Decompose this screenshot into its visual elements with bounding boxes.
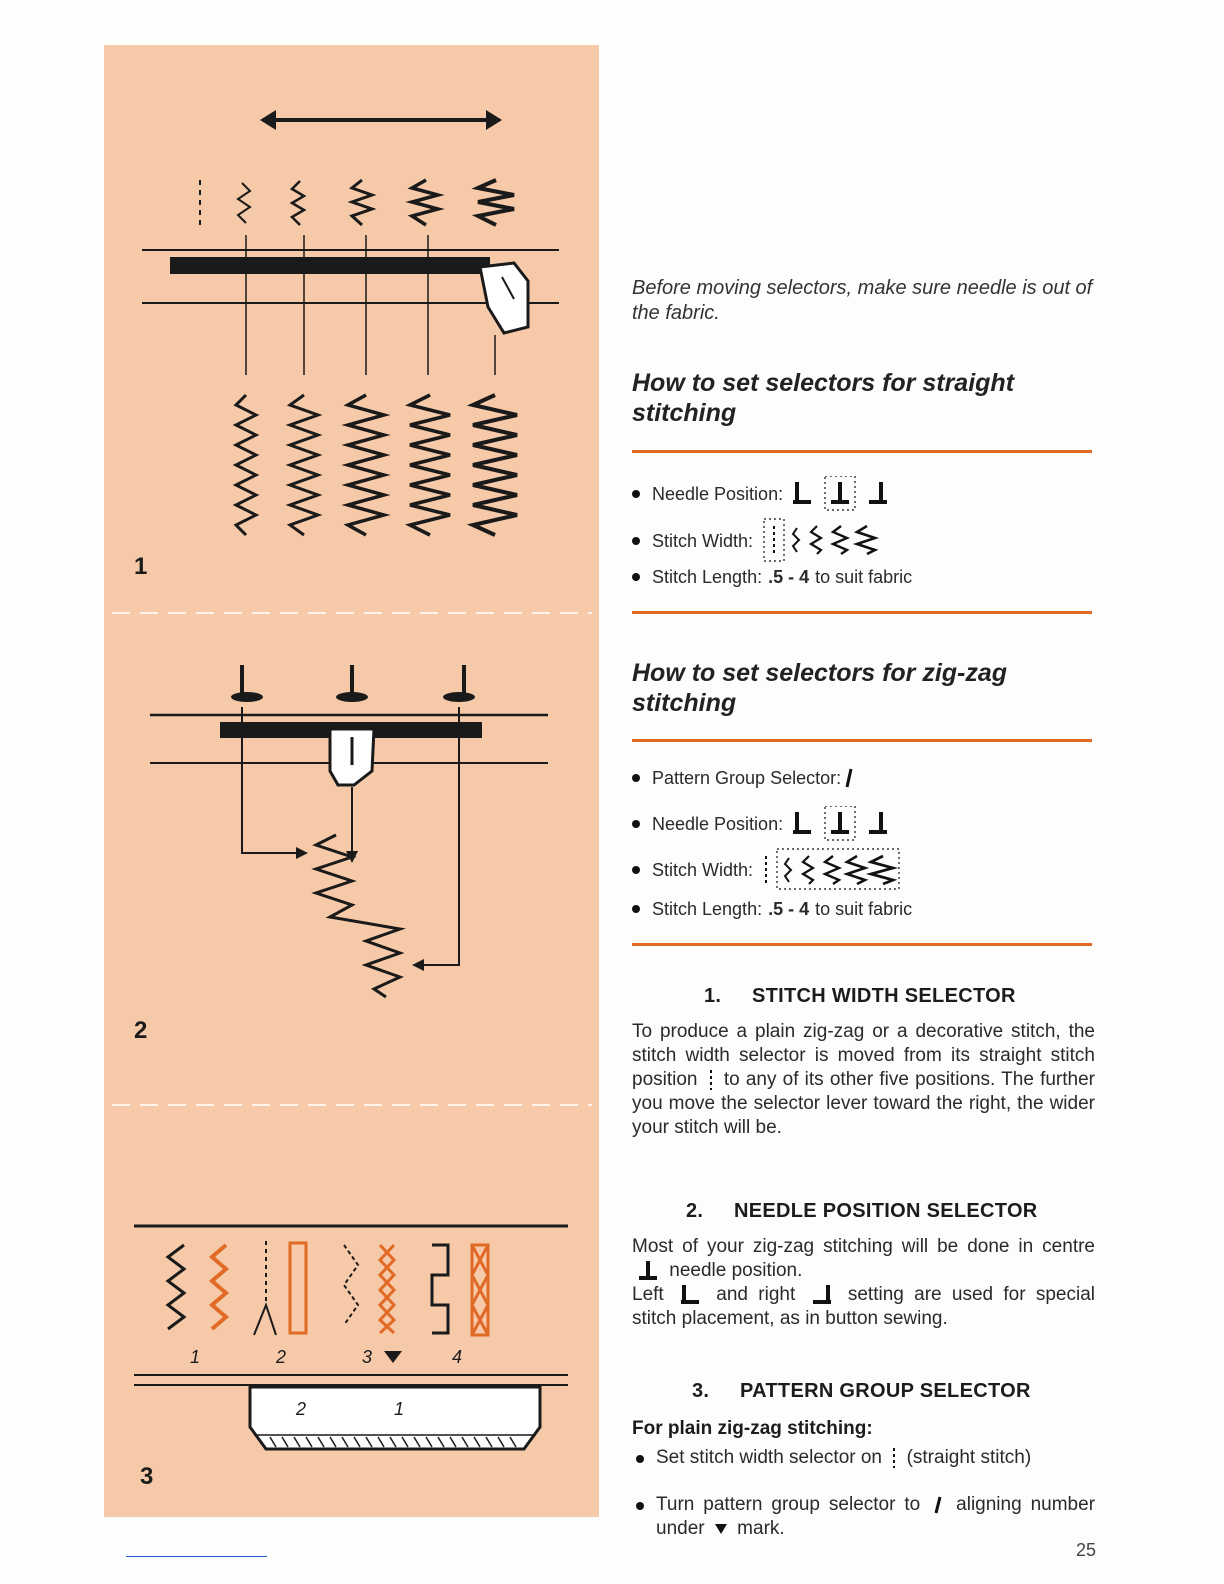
knob-number-1: 1 (394, 1399, 405, 1419)
stitch-length-suffix: to suit fabric (815, 899, 913, 919)
section-1-heading (704, 985, 1016, 1008)
section-1-title: STITCH WIDTH SELECTOR (752, 985, 1016, 1007)
figure-1-label: 1 (134, 553, 148, 580)
straight-title-line1: How to set selectors for straight (632, 369, 1015, 397)
zigzag-stitch-title (632, 658, 1097, 718)
section-2-text-b: needle position. (669, 1260, 803, 1282)
bullet-dot (632, 537, 640, 545)
zigzag-title-line1: How to set selectors for zig-zag (632, 659, 1008, 687)
straight-stitch-width (632, 518, 1097, 564)
section-2-text-a: Most of your zig-zag stitching will be done in centre (632, 1236, 1095, 1257)
section-3-bullet-2-b: aligning number under (656, 1494, 1096, 1539)
stitch-length-suffix: to suit fabric (815, 567, 913, 587)
section-3-bullet-1 (632, 1446, 1095, 1470)
needle-position-label: Needle Position: (652, 484, 784, 504)
pattern-group-label: Pattern Group Selector: (652, 768, 842, 788)
section-3-heading (692, 1380, 1031, 1403)
pattern-slash-icon (933, 1495, 943, 1515)
figure-2-drawing (150, 665, 548, 997)
section-3-bullet-1-b: (straight stitch) (906, 1447, 1032, 1468)
zigzag-pattern-group (632, 767, 1097, 789)
intro-note: Before moving selectors, make sure needle is out of the fabric. (632, 277, 1093, 324)
bullet-dot (632, 573, 640, 581)
straight-stitch-icon (891, 1447, 897, 1469)
bullet-dot (632, 774, 640, 782)
section-2-text-d: and right (716, 1284, 796, 1306)
section-3-bullet-2-c: mark. (737, 1518, 785, 1539)
section-2-number: 2. (686, 1200, 704, 1222)
stitch-length-value: .5 - 4 (768, 899, 810, 919)
stitch-length-label: Stitch Length: (652, 899, 763, 919)
section-2-text-c: Left (632, 1284, 664, 1306)
illustration-drawing (104, 45, 599, 1517)
zigzag-stitch-length (632, 898, 1097, 920)
pattern-slash-icon (844, 767, 854, 789)
straight-stitch-title (632, 368, 1097, 428)
dial-number-3: 3 (362, 1347, 373, 1367)
straight-stitch-length (632, 566, 1097, 588)
section-2-text (632, 1235, 1095, 1331)
section-1-number: 1. (704, 985, 722, 1007)
footer-rule (126, 1556, 267, 1557)
bullet-dot (632, 490, 640, 498)
zigzag-stitch-width (632, 848, 1097, 892)
bullet-dot (632, 905, 640, 913)
section-2-title: NEEDLE POSITION SELECTOR (734, 1200, 1038, 1222)
section-rule (632, 450, 1092, 453)
stitch-width-label: Stitch Width: (652, 531, 754, 551)
figure-3-label: 3 (140, 1463, 154, 1490)
stitch-length-label: Stitch Length: (652, 567, 763, 587)
section-3-subheading: For plain zig-zag stitching: (632, 1418, 873, 1439)
bullet-dot (636, 1455, 644, 1463)
section-rule (632, 943, 1092, 946)
right-needle-icon (810, 1283, 834, 1307)
section-2-text-e: setting are used for special stitch placement, as in button sewing. (632, 1284, 1095, 1330)
bullet-dot (632, 820, 640, 828)
section-1-text (632, 1020, 1095, 1140)
section-3-number: 3. (692, 1380, 710, 1402)
dial-number-2: 2 (276, 1347, 287, 1367)
stitch-length-value: .5 - 4 (768, 567, 810, 587)
section-3-title: PATTERN GROUP SELECTOR (740, 1380, 1031, 1402)
figure-3-drawing (134, 1226, 568, 1449)
straight-title-line2: stitching (632, 399, 737, 427)
figure-2-label: 2 (134, 1017, 148, 1044)
needle-position-icon (793, 476, 893, 512)
left-needle-icon (678, 1283, 702, 1307)
dial-number-1: 1 (190, 1347, 201, 1367)
needle-position-icon (793, 806, 893, 842)
section-3-bullet-1-a: Set stitch width selector on (656, 1447, 882, 1468)
section-3-bullet-2 (632, 1493, 1095, 1541)
dial-number-4: 4 (452, 1347, 463, 1367)
bullet-dot (636, 1502, 644, 1510)
stitch-width-label: Stitch Width: (652, 860, 754, 880)
page-number: 25 (1076, 1540, 1097, 1560)
section-3-bullet-2-a: Turn pattern group selector to (656, 1494, 921, 1515)
pointer-triangle-icon (714, 1523, 728, 1535)
illustration-panel (104, 45, 599, 1517)
stitch-width-icon (763, 518, 913, 564)
knob-number-2: 2 (296, 1399, 307, 1419)
section-rule (632, 611, 1092, 614)
zigzag-title-line2: stitching (632, 689, 737, 717)
section-1-text-b: to any of its other five positions. The further you move the selector lever toward the right, the wider your stitch will be. (632, 1069, 1095, 1138)
figure-1-drawing (142, 110, 559, 535)
section-2-heading (686, 1200, 1038, 1223)
section-rule (632, 739, 1092, 742)
zigzag-needle-position (632, 806, 1097, 842)
section-1-text-a: To produce a plain zig-zag or a decorative stitch, the stitch width selector is moved from its straight stitch position (632, 1021, 1095, 1090)
straight-needle-position (632, 476, 1097, 512)
straight-stitch-icon (708, 1069, 714, 1091)
bullet-dot (632, 866, 640, 874)
centre-needle-icon (636, 1259, 660, 1283)
stitch-width-icon (763, 848, 913, 892)
needle-position-label: Needle Position: (652, 814, 784, 834)
